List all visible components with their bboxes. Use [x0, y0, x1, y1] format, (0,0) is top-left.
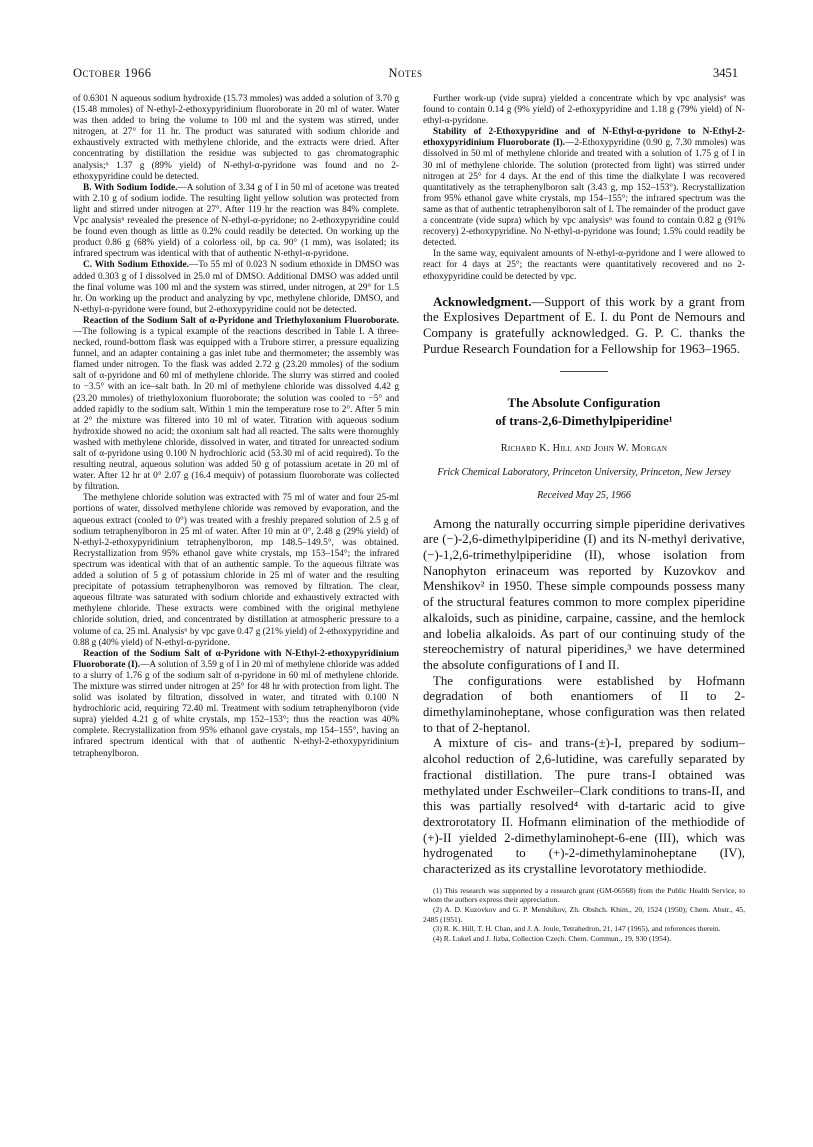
right-column — [423, 94, 745, 943]
body-paragraph: The configurations were established by Hofmann degradation of both enantiomers of II to 2-dimethylaminoheptane, whose configuration was then related to that of 2-heptanol. — [423, 673, 745, 735]
footnote: (2) A. D. Kuzovkov and G. P. Menshikov, Zh. Obshch. Khim., 20, 1524 (1950); Chem. Abstr., 45, 2485 (1951). — [423, 904, 745, 924]
paragraph: Further work-up (vide supra) yielded a concentrate which by vpc analysis⁶ was found to contain 0.14 g (9% yield) of 2-ethoxypyridine and 1.18 g (79% yield) of N-ethyl-α-pyridone. — [423, 94, 745, 127]
running-header — [73, 66, 738, 86]
footnote: (3) R. K. Hill, T. H. Chan, and J. A. Joule, Tetrahedron, 21, 147 (1965), and references therein. — [433, 924, 721, 934]
footnotes — [423, 886, 745, 944]
paragraph-heading: B. With Sodium Iodide. — [83, 182, 178, 193]
body-paragraph: Among the naturally occurring simple piperidine derivatives are (−)-2,6-dimethylpiperidine (I) and its N-methyl derivative, (−)-1,2,6-trimethylpiperidine (II), whose isolation from Nanophyton erinaceum was reported by Kuzovkov and Menshikov² in 1950. These simple compounds possess many of the structural features common to more complex piperidine alkaloids, such as pinidine, carpaine, cassine, and the hemlock and lobelia alkaloids. As part of our continuing study of the stereochemistry of natural piperidines,³ we have determined the absolute configurations of I and II. — [423, 516, 745, 672]
paragraph-heading: Reaction of the Sodium Salt of α-Pyridone with N-Ethyl-2-ethoxypyridinium Fluoroborate (I). — [73, 648, 399, 670]
article-title — [423, 394, 745, 430]
article-title-line: of trans-2,6-Dimethylpiperidine¹ — [495, 414, 673, 429]
section-divider — [560, 371, 608, 372]
paragraph: In the same way, equivalent amounts of N-ethyl-α-pyridone and I were allowed to react for 4 days at 25°; the reactants were quantitatively recovered and no 2-ethoxypyridine could be detected by vpc. — [423, 249, 745, 282]
body-paragraph: A mixture of cis- and trans-(±)-I, prepared by sodium–alcohol reduction of 2,6-lutidine, was carefully separated by fractional distillation. The pure trans-I obtained was methylated under Eschweiler–Clark conditions to trans-II, and this was partially resolved⁴ with d-tartaric acid to give dextrorotatory II. Hofmann elimination of the methiodide of (+)-II yielded 2-dimethylaminohept-6-ene (III), which was hydrogenated to (+)-2-dimethylaminoheptane (IV), characterized as its crystalline levorotatory methiodide. — [423, 736, 745, 877]
received-date: Received May 25, 1966 — [537, 489, 631, 501]
acknowledgment — [423, 295, 745, 358]
affiliation: Frick Chemical Laboratory, Princeton University, Princeton, New Jersey — [437, 466, 731, 478]
paragraph — [73, 316, 399, 494]
paragraph-body: —A solution of 3.34 g of I in 50 ml of acetone was treated with 2.10 g of sodium iodide. The resulting light yellow solution was protected from light and stirred under nitrogen at 27°. After 119 hr the reaction was 84% complete. Vpc analysis⁶ revealed the presence of N-ethyl-α-pyridone; no 2-ethoxypyridine could be found even though as little as 0.2% could readily be detected. On working up the product 0.86 g (68% yield) of a colorless oil, bp ca. 90° (1 mm), was isolated; its infrared spectrum was identical with that of authentic N-ethyl-α-pyridone. — [73, 182, 399, 260]
paragraph — [73, 649, 399, 760]
paragraph — [423, 127, 745, 249]
paragraph-heading: Stability of 2-Ethoxypyridine and of N-Ethyl-α-pyridone to N-Ethyl-2-ethoxypyridinium Fluoroborate (I). — [423, 127, 745, 149]
footnote: (4) R. Lukeš and J. Jizba, Collection Czech. Chem. Commun., 19, 930 (1954). — [433, 933, 672, 943]
paragraph — [73, 183, 399, 261]
journal-date: October 1966 — [73, 66, 152, 80]
paragraph — [73, 260, 399, 315]
page-number: 3451 — [713, 66, 738, 80]
article-title-line: The Absolute Configuration — [507, 396, 661, 411]
paragraph-heading: C. With Sodium Ethoxide. — [83, 260, 189, 271]
authors: Richard K. Hill and John W. Morgan — [500, 443, 668, 455]
section-name: Notes — [388, 66, 423, 80]
acknowledgment-body: —Support of this work by a grant from the Explosives Department of E. I. du Pont de Nemours and Company is gratefully acknowledged. G. P. C. thanks the Purdue Research Foundation for a Fellowship for 1963–1965. — [423, 294, 745, 356]
footnote: (1) This research was supported by a research grant (GM-06568) from the Public Health Service, to whom the authors express their appreciation. — [423, 885, 745, 905]
left-column — [73, 94, 399, 760]
paragraph-body: —A solution of 3.59 g of I in 20 ml of methylene chloride was added to a slurry of 1.76 g of the sodium salt of α-pyridone in 60 ml of methylene chloride. The mixture was stirred under nitrogen at 25° for 48 hr with protection from light. The solid was isolated by filtration, dissolved in water, and titrated with 0.100 N hydrochloric acid, requiring 72.40 ml. Treatment with sodium tetraphenylboron (vide supra) yielded 4.21 g of white crystals, mp 152–153°; thus the reaction was 40% complete. Recrystallization from 95% ethanol gave crystals, mp 154–155°, having an infrared spectrum identical with that of authentic N-ethyl-2-ethoxypyridinium tetraphenylboron. — [73, 659, 399, 759]
paragraph-body: —2-Ethoxypyridine (0.90 g, 7.30 mmoles) was dissolved in 50 ml of methylene chloride and treated with a solution of 1.75 g of I in 30 ml of methylene chloride. The solution (protected from light) was stirred under nitrogen at 25° for 4 days. At the end of this time the dialkylate I was recovered quantitatively as the tetraphenylboron salt (3.43 g, mp 152–153°). Recrystallization from 95% ethanol gave white crystals, mp 154–155°; the infrared spectrum was the same as that of authentic tetraphenylboron salt of I. The remainder of the product gave a concentrate (vide supra) which by vpc analysis⁶ was found to contain 0.82 g (91% recovery) 2-ethoxypyridine. No N-ethyl-α-pyridone was found; 1.5% could readily be detected. — [423, 138, 745, 249]
article-header — [423, 371, 745, 500]
acknowledgment-heading: Acknowledgment. — [433, 294, 532, 309]
paragraph: of 0.6301 N aqueous sodium hydroxide (15.73 mmoles) was added a solution of 3.70 g (15.48 mmoles) of N-ethyl-2-ethoxypyridinium fluoroborate in 20 ml of water. Water was then added to bring the volume to 100 ml and the system was stirred, under nitrogen, at 27° for 11 hr. The product was saturated with sodium chloride and exhaustively extracted with methylene chloride, and the extracts were dried. After concentrating by distillation the residue was subjected to gas chromatographic analysis;⁶ 1.37 g (89% yield) of N-ethyl-α-pyridone was found and no 2-ethoxypyridine could be detected. — [73, 94, 399, 182]
paragraph-body: —To 55 ml of 0.023 N sodium ethoxide in DMSO was added 0.303 g of I dissolved in 25.0 ml of DMSO. Additional DMSO was added until the final volume was 100 ml and the system was stirred, under nitrogen, at 29° for 1.5 hr. On working up the product and analyzing by vpc, methylene chloride, DMSO, and N-ethyl-α-pyridone were found, but 2-ethoxypyridine could not be detected. — [73, 260, 400, 315]
paragraph-body: —The following is a typical example of the reactions described in Table I. A three-necked, round-bottom flask was equipped with a Trubore stirrer, a pressure equalizing funnel, and an adapter containing a gas inlet tube and thermometer; the assembly was flamed under nitrogen. To the flask was added 2.72 g (23.20 mmoles) of the sodium salt of α-pyridone and 60 ml of methylene chloride. The slurry was stirred and cooled to −3.5° with an ice–salt bath. In 20 ml of methylene chloride was dissolved 4.42 g (23.20 mmoles) of triethyloxonium fluoroborate; the solution was cooled to −5° and added rapidly to the sodium salt. Within 1 min the temperature rose to 2°. After 5 min at 2° the mixture was filtered into 10 ml of water. Titration with aqueous sodium hydroxide showed no acid; the oxonium salt had all reacted. The salts were thoroughly washed with methylene chloride, dissolved in water, and titrated for unreacted sodium salt of α-pyridone using 0.100 N hydrochloric acid (53.30 ml of acid required). To the resulting neutral, aqueous solution was added 50 g of potassium acetate in 20 ml of water. After 12 hr at 0° 2.07 g (16.4 mequiv) of potassium fluoroborate was collected by filtration. — [73, 326, 399, 493]
paragraph-heading: Reaction of the Sodium Salt of α-Pyridone and Triethyloxonium Fluoroborate. — [83, 315, 399, 326]
paragraph: The methylene chloride solution was extracted with 75 ml of water and four 25-ml portions of water, dissolved methylene chloride was removed by evaporation, and the aqueous extract (cooled to 0°) was treated with a freshly prepared solution of 2.5 g of sodium tetraphenylboron in 25 ml of water. After 10 min at 0°, 2.48 g (29% yield) of N-ethyl-2-ethoxypyridinium tetraphenylboron, mp 148.5–149.5°, was obtained. Recrystallization from 95% ethanol gave white crystals, mp 153–154°; the infrared spectrum was identical with that of an authentic sample. To the aqueous filtrate was added a solution of 5 g of potassium chloride in 25 ml of water and the resulting precipitate of potassium tetraphenylboron was removed by filtration. The clear, aqueous filtrate was saturated with sodium chloride and exhaustively extracted with methylene chloride. These extracts were combined with the original methylene chloride solution, dried, and concentrated by distillation at atmospheric pressure to a volume of ca. 25 ml. Analysis⁶ by vpc gave 0.47 g (21% yield) of 2-ethoxypyridine and 0.88 g (40% yield) of N-ethyl-α-pyridone. — [73, 493, 399, 648]
